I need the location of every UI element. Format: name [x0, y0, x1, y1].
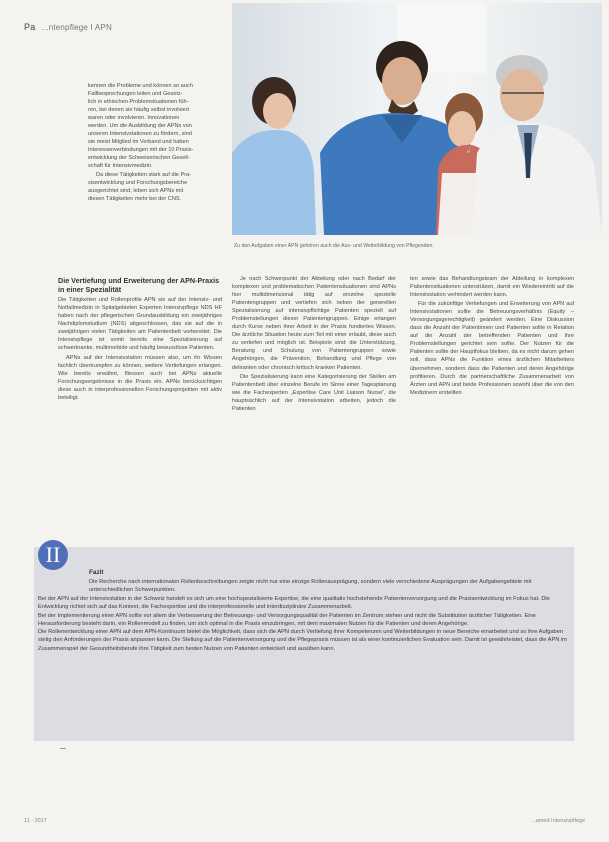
- conclusion-paragraph: Die Rollenentwicklung einer APN auf dem APN-Kontinuum bietet die Möglichkeit, dass sich die APN durch Vertiefung ihrer Kompetenzen und Weiterbildungen in neue Bereiche einarbeitet und so ihre Aufgaben stetig den Anforderungen der Praxis anpassen kann. Die Stellung auf die Patientenversorgung und die Pflegepraxis müssen ist als einer kontinuierlichen Evaluation sein. Damit ist gewährleistet, dass die APN im Zusammenspiel der Gesundheitsberufe ihre Tätigkeit zum besten Nutzen von Patienten entwickelt und ausüben kann.: [38, 629, 567, 652]
- col1-top-line: diesen Tätigkeiten mehr bei der CNS.: [88, 195, 182, 202]
- col1-top-line: waren oder involvieren. Innovationen: [88, 115, 180, 122]
- col1-top-line: ren, bei denen sie häufig selbst involviert: [88, 107, 190, 114]
- col2-paragraph: Je nach Schwerpunkt der Abteilung oder nach Bedarf der komplexen und problematischen Patientensituationen sind APNs hier multidimensional tätig auf einzelne spezielle Patientengruppen und vertiefen sich neben der generellen Spezialisierung auf intensivpflichtige Patienten speziell auf Problemstellungen dieser Patientengruppen. Einige erlangen durch Kurse neben ihrer Arbeit in der Praxis fundiertes Wissen. Die ärztliche Situation heute zum Teil mit einer erlaubt, diese auch zu vertiefen und möglich ist. Beispiele sind: die Unterstützung, Beratung und Schulung von Patientengruppen sowie Angehörigen, die Prävention, Behandlung und Pflege von deliranten oder chronisch kritisch kranken Patienten.: [232, 276, 396, 371]
- col1-top-line: entwicklung der Schweizerischen Gesell-: [88, 155, 190, 162]
- footer-issue: 11 · 2017: [24, 818, 47, 824]
- column-1: [58, 277, 222, 403]
- col1-top-line: sie meist Mitglied im Verband und haben: [88, 139, 189, 146]
- col2-paragraph: Die Spezialisierung kann eine Kategorisierung der Stellen am Patientenbett über einzelne Berufe im Sinne einer Tagesplanung wie die Fachexperten „Expertise Care Unit Liaison Nurse“, die hauptsächlich auf der Intensivstation arbeiten, jedoch die Patienten: [232, 373, 396, 412]
- col1-top-line: unseren Intensivstationen zu fördern, sind: [88, 131, 192, 138]
- col3-paragraph: Für die zukünftige Vertiefungen und Erweiterung von APN auf Intensivstationen sollte die Betreuungsverhältnis (Equity – Versorgungsgerechtigkeit) geändert werden. Eine Diskussion dass die Anzahl der Patientinnen und Patienten sollte in Relation auf die Anzahl der betreffenden Patienten und ihre Problemstellungen gerichtet sein sollte. Der Nutzen für die Patienten sollte der Hauptfokus bleiben, da es nicht darum gehen soll, dass APNs die Funktion eines ärztlichen Mitarbeiters übernehmen, sondern dass die Patienten und deren Angehörige profitieren. Durch die partnerschaftliche Zusammenarbeit von Ärzten und APN und beide Professionen sowohl über die von den Medizinern erstellten: [410, 301, 574, 396]
- column-1-top: [88, 82, 228, 203]
- divider-mark: [60, 748, 66, 749]
- col3-paragraph: ten sowie das Behandlungsteam der Abteilung in komplexen Patientensituationen unterstützen, damit ein Wiedereintritt auf die Intensivstation verhindert werden kann.: [410, 276, 574, 299]
- section-badge: II: [38, 540, 68, 570]
- conclusion-title: Fazit: [89, 569, 104, 576]
- col1-paragraph: Die Tätigkeiten und Rollenprofile APN sie auf der Intensiv- und Notfallmedizin in Spitalgebieten Experten Intensivpflege NDS HF haben nach der pflegerischen Grundausbildung ein zweijähriges Nachdiplomstudium (NDS) abgeschlossen, das sie auf die in zweijährigen vielen Tätigkeiten am Patientenbett vorbereitet. Die Intensivpflege ist somit bereits eine Spezialisierung auf schwerkranke, multimorbide und häufig bewusstlose Patienten.: [58, 297, 222, 352]
- col1-paragraph: APNs auf der Intensivstation müssen also, um ihr Wissen fachlich übertrumpfen zu können, weitere Vertiefungen erlangen. Wie bereits erwähnt, fliessen auch bei APNs aktuelle Forschungsergebnisse in die Praxis ein. APNs berücksichtigen diese auch in interprofessionellen Forschungsprojekten mit aktiv beteiligt.: [58, 354, 222, 401]
- section-heading: Die Vertiefung und Erweiterung der APN-Praxis in einer Spezialität: [58, 276, 220, 294]
- conclusion-paragraph: Bei der APN auf der Intensivstation in der Schweiz handelt es sich um eine hochspezialisierte Expertise, die eine qualitativ hochstehende Patientenversorgung und die Praxisentwicklung im Fokus hat. Die Entwicklung richtet sich auf das Kontext, die Fachexpertise und die interprofessionelle und interdisziplinäre Zusammenarbeit.: [38, 596, 550, 611]
- col1-top-line: lich in ethischen Problemsituationen füh-: [88, 99, 189, 106]
- col1-top-line: Fallbesprechungen leiten und Gesetz-: [88, 91, 183, 98]
- column-2: [232, 275, 396, 414]
- footer-publication: ...amed Intensivpflege: [531, 818, 585, 824]
- photo-caption: Zu den Aufgaben einer APN gehören auch die Aus- und Weiterbildung von Pflegenden.: [234, 243, 434, 249]
- col1-top-line: Da diese Tätigkeiten stark auf die Pra-: [96, 171, 192, 178]
- section-letter: Pa: [24, 22, 36, 32]
- col1-top-line: schaft für Intensivmedizin.: [88, 163, 153, 170]
- col1-top-line: kennen die Probleme und können so auch: [88, 83, 193, 89]
- conclusion-intro-text: Die Recherche nach internationalen Rollenbeschreibungen zeigte nicht nur eine einzige Rollenausprägung, sondern viele verschiedene Ausprägungen der Aufgabengebiete mit unterschiedlichen Schwerpunkten.: [89, 579, 532, 594]
- column-3: [410, 275, 574, 398]
- photo-credit: © ...: [466, 145, 471, 153]
- col1-top-line: Interessenverbindungen mit der 10 Praxis-: [88, 147, 194, 154]
- photo-people-illustration: [232, 3, 602, 235]
- col1-top-line: werden. Um die Ausbildung der APNs von: [88, 123, 192, 130]
- conclusion-intro: [89, 578, 569, 594]
- conclusion-body: [38, 595, 570, 653]
- article-photo: [232, 3, 602, 235]
- running-title: ...ntenpflege I APN: [41, 23, 112, 32]
- conclusion-paragraph: Bei der Implementierung einer APN sollte vor allem die Verbesserung der Betreuungs- und Versorgungsqualität der Patienten im Zentrum stehen und nicht die Substitution ärztlicher Tätigkeiten. Eine Herausforderung besteht darin, ein Rollenmodell zu finden, um sich optimal in die Praxis einzubringen, mit dem maximalen Nutzen für die Patienten und deren Angehörige.: [38, 612, 536, 627]
- col1-top-line: xisentwicklung und Forschungsbereiche: [88, 179, 188, 186]
- running-header: [24, 22, 112, 32]
- col1-top-line: ausgerichtet sind, leben sich APNs mit: [88, 187, 184, 194]
